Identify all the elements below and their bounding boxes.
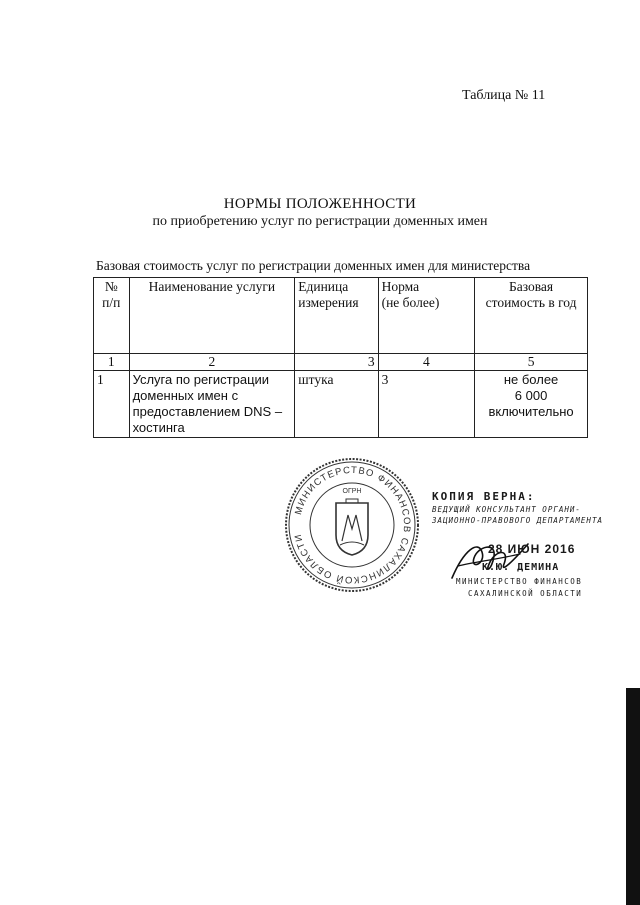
table-caption: Базовая стоимость услуг по регистрации доменных имен для министерства [96,258,531,273]
table-row [94,371,588,438]
header-unit: Единица измерения [295,278,378,354]
seal-ogrn-label: ОГРН [342,488,362,495]
column-number: 4 [378,354,475,371]
column-number: 5 [475,354,588,371]
column-number: 1 [94,354,130,371]
stamp-signer: К.Ю. ДЕМИНА [482,562,560,573]
scan-edge-shadow [626,688,640,905]
official-seal [282,455,422,595]
document-title: НОРМЫ ПОЛОЖЕННОСТИ [223,196,417,212]
stamp-position-line1: ВЕДУЩИЙ КОНСУЛЬТАНТ ОРГАНИ- [432,505,581,514]
column-number: 3 [295,354,378,371]
stamp-position-line2: ЗАЦИОННО-ПРАВОВОГО ДЕПАРТАМЕНТА [432,516,603,525]
stamp-date: 28 ИЮН 2016 [488,542,576,556]
table-number: Таблица № 11 [462,88,546,103]
coat-of-arms-icon [336,499,368,555]
row-number: 1 [94,371,130,438]
copy-verified-stamp [432,490,632,598]
stamp-org-line1: МИНИСТЕРСТВО ФИНАНСОВ [456,577,583,586]
cost-value: не более 6 000 включительно [475,371,588,438]
column-number-row [94,354,588,371]
unit-value: штука [295,371,378,438]
service-name: Услуга по регистрации доменных имен с предоставлением DNS – хостинга [129,371,295,438]
document-subtitle: по приобретению услуг по регистрации доменных имен [152,214,488,229]
seal-graphic [282,455,422,595]
header-number: № п/п [94,278,130,354]
stamp-org-line2: САХАЛИНСКОЙ ОБЛАСТИ [468,589,583,598]
header-norm: Норма (не более) [378,278,475,354]
norm-value: 3 [378,371,475,438]
seal-ring-text: МИНИСТЕРСТВО ФИНАНСОВ САХАЛИНСКОЙ ОБЛАСТИ [292,464,413,586]
stamp-title: КОПИЯ ВЕРНА: [432,490,536,503]
column-number: 2 [129,354,295,371]
norms-table [93,277,588,438]
header-base-cost: Базовая стоимость в год [475,278,588,354]
header-service-name: Наименование услуги [129,278,295,354]
table-header-row [94,278,588,354]
